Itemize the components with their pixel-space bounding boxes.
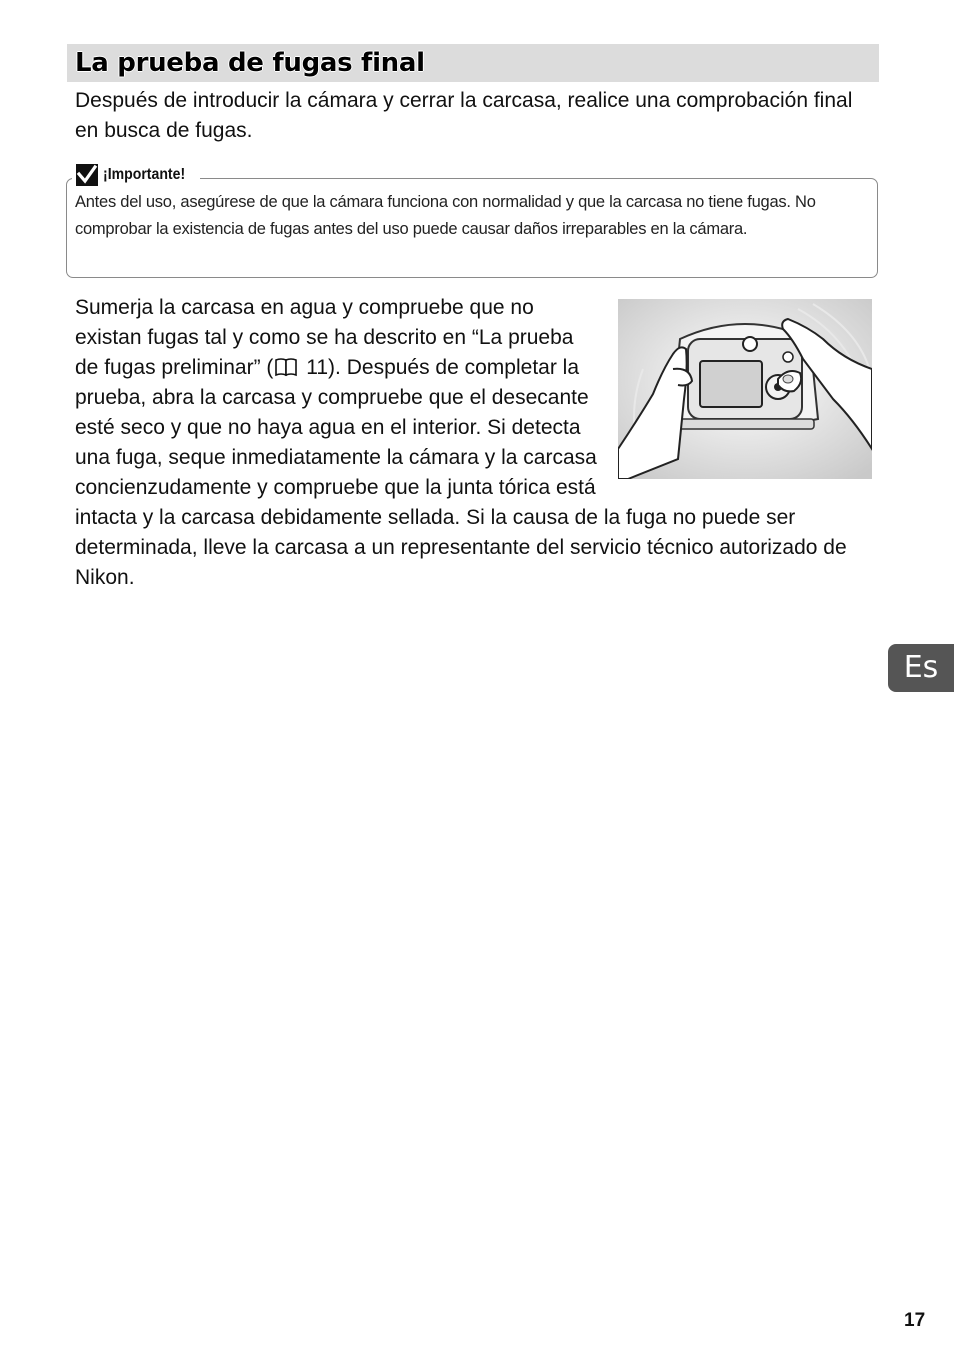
main-paragraph-block bbox=[75, 293, 875, 593]
check-mark-icon bbox=[76, 164, 98, 186]
language-tab: Es bbox=[888, 644, 954, 692]
book-icon bbox=[274, 357, 298, 377]
section-title: La prueba de fugas final bbox=[75, 48, 425, 78]
main-text-after-ref: 11). Después de completar la prueba, abra la carcasa y compruebe que el desecante esté seco y que no haya agua en el interior. Si detecta una fuga, seque inmediatamente la cámara y la carcasa concienzudamente y compruebe que la junta tórica está intacta y la carcasa debidamente sellada. Si la causa de la fuga no puede ser determinada, lleve la carcasa a un representante del servicio técnico autorizado de Nikon. bbox=[75, 356, 847, 589]
hands-holding-camera-housing-illustration bbox=[618, 299, 872, 479]
page-number: 17 bbox=[904, 1310, 926, 1331]
intro-paragraph: Después de introducir la cámara y cerrar la carcasa, realice una comprobación final en busca de fugas. bbox=[75, 89, 853, 142]
main-text-before-ref: Sumerja la carcasa en agua y compruebe que no existan fugas tal y como se ha descrito en “La prueba de fugas preliminar” ( bbox=[75, 296, 574, 379]
important-note-body: Antes del uso, asegúrese de que la cámara funciona con normalidad y que la carcasa no tiene fugas. No comprobar la existencia de fugas antes del uso puede causar daños irreparables en la cámara. bbox=[75, 193, 816, 238]
important-note-header bbox=[72, 163, 200, 187]
important-note-title: ¡Importante! bbox=[103, 166, 186, 183]
section-title-bar bbox=[67, 44, 879, 82]
